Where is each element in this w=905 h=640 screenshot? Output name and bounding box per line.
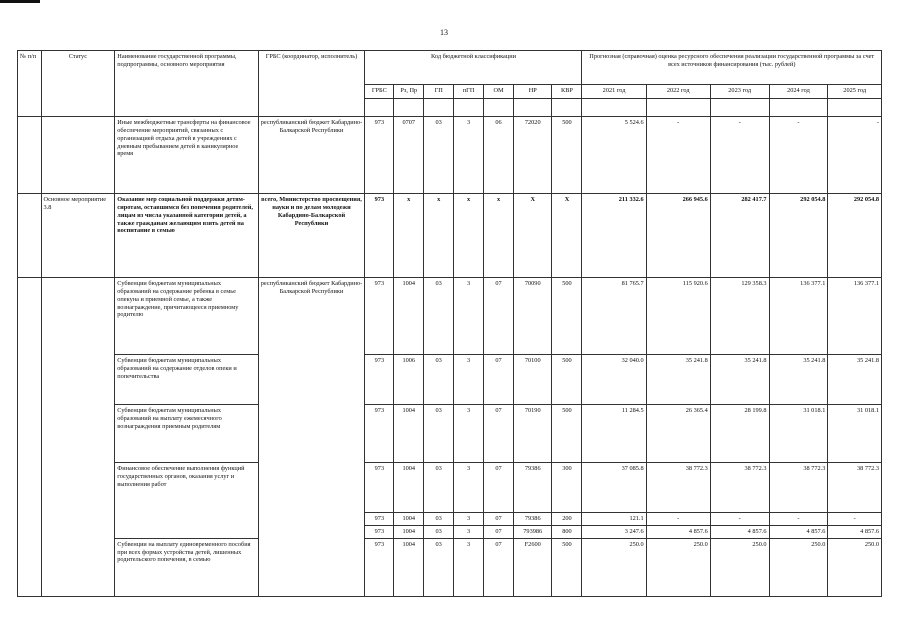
code-cell: 07 <box>484 405 514 463</box>
code-cell: 973 <box>365 405 394 463</box>
code-cell: 1004 <box>394 463 424 513</box>
row-grbs: республиканский бюджет Кабардино-Балкарской Республики <box>258 278 365 597</box>
row-name: Субвенции бюджетам муниципальных образований на содержание отделов опеки и попечительства <box>115 355 258 405</box>
value-cell: 136 377.1 <box>828 278 882 355</box>
value-cell: 37 085.8 <box>582 463 646 513</box>
value-cell: 292 054.8 <box>828 194 882 278</box>
value-cell: - <box>828 117 882 194</box>
header-year: 2023 год <box>710 85 769 99</box>
value-cell: 250.0 <box>828 538 882 596</box>
code-cell: 3 <box>454 538 484 596</box>
value-cell: 129 358.3 <box>710 278 769 355</box>
code-cell: х <box>484 194 514 278</box>
code-cell: 07 <box>484 278 514 355</box>
code-cell: х <box>454 194 484 278</box>
code-cell: 3 <box>454 405 484 463</box>
value-cell: 250.0 <box>646 538 710 596</box>
header-year: 2024 год <box>769 85 828 99</box>
code-cell: 973 <box>365 278 394 355</box>
code-cell: 03 <box>424 525 454 538</box>
table-row <box>18 117 882 194</box>
value-cell: 266 945.6 <box>646 194 710 278</box>
row-name: Субвенции бюджетам муниципальных образований на содержание ребенка в семье опекуна и приемной семье, а также вознаграждение, причитающееся приемному родителю <box>115 278 258 355</box>
code-cell: 3 <box>454 463 484 513</box>
code-cell: 973 <box>365 194 394 278</box>
code-cell: 3 <box>454 355 484 405</box>
code-cell: 03 <box>424 463 454 513</box>
value-cell: 38 772.3 <box>710 463 769 513</box>
code-cell: х <box>394 194 424 278</box>
value-cell: 4 857.6 <box>828 525 882 538</box>
code-cell: 3 <box>454 525 484 538</box>
table-row <box>18 463 882 513</box>
row-status: Основное мероприятие 3.8 <box>41 194 115 278</box>
value-cell: - <box>769 513 828 526</box>
header-code: ГРБС <box>365 85 394 99</box>
value-cell: - <box>710 513 769 526</box>
code-cell: 07 <box>484 355 514 405</box>
code-cell: 500 <box>552 117 582 194</box>
value-cell: 282 417.7 <box>710 194 769 278</box>
code-cell: 973 <box>365 525 394 538</box>
value-cell: - <box>646 513 710 526</box>
code-cell: х <box>424 194 454 278</box>
code-cell: 07 <box>484 513 514 526</box>
value-cell: 35 241.8 <box>828 355 882 405</box>
code-cell: 70100 <box>513 355 551 405</box>
value-cell: - <box>769 117 828 194</box>
code-cell: 793986 <box>513 525 551 538</box>
header-code: пГП <box>454 85 484 99</box>
code-cell: 1004 <box>394 525 424 538</box>
header-code: КВР <box>552 85 582 99</box>
table-row <box>18 405 882 463</box>
code-cell: 973 <box>365 355 394 405</box>
row-name: Оказание мер социальной поддержки детям- сиротам, оставшимся без попечения родителей, лицам из числа указанной категории детей, а также гражданам желающим взять детей на воспитание в семью <box>115 194 258 278</box>
value-cell: 4 857.6 <box>769 525 828 538</box>
code-cell: 500 <box>552 278 582 355</box>
header-grbs: ГРБС (координатор, исполнитель) <box>258 51 365 117</box>
budget-table <box>17 50 882 597</box>
code-cell: 500 <box>552 538 582 596</box>
code-cell: 200 <box>552 513 582 526</box>
scan-mark <box>0 0 40 3</box>
header-code: НР <box>513 85 551 99</box>
table-row <box>18 194 882 278</box>
row-grbs: республиканский бюджет Кабардино-Балкарской Республики <box>258 117 365 194</box>
code-cell: 1004 <box>394 278 424 355</box>
header-code: ОМ <box>484 85 514 99</box>
header-budget-code: Код бюджетной классификации <box>365 51 582 85</box>
code-cell: 07 <box>484 463 514 513</box>
code-cell: 3 <box>454 117 484 194</box>
row-num <box>18 194 42 278</box>
code-cell: 06 <box>484 117 514 194</box>
code-cell: 1004 <box>394 538 424 596</box>
code-cell: 300 <box>552 463 582 513</box>
value-cell: 3 247.6 <box>582 525 646 538</box>
header-year: 2021 год <box>582 85 646 99</box>
code-cell: F2600 <box>513 538 551 596</box>
code-cell: 500 <box>552 405 582 463</box>
value-cell: 26 365.4 <box>646 405 710 463</box>
header-status: Статус <box>41 51 115 117</box>
value-cell: 211 332.6 <box>582 194 646 278</box>
value-cell: 31 018.1 <box>828 405 882 463</box>
code-cell: 03 <box>424 538 454 596</box>
value-cell: 250.0 <box>769 538 828 596</box>
table-row <box>18 538 882 596</box>
code-cell: 72020 <box>513 117 551 194</box>
value-cell: 32 040.0 <box>582 355 646 405</box>
code-cell: 973 <box>365 463 394 513</box>
value-cell: 250.0 <box>710 538 769 596</box>
code-cell: Х <box>552 194 582 278</box>
value-cell: 5 524.6 <box>582 117 646 194</box>
code-cell: 03 <box>424 278 454 355</box>
code-cell: 3 <box>454 513 484 526</box>
row-name: Иные межбюджетные трансферты на финансовое обеспечение мероприятий, связанных с организацией отдыха детей в учреждениях с дневным пребыванием детей в каникулярное время <box>115 117 258 194</box>
value-cell: 35 241.8 <box>646 355 710 405</box>
header-name: Наименование государственной программы, подпрограммы, основного мероприятия <box>115 51 258 117</box>
header-year: 2025 год <box>828 85 882 99</box>
value-cell: 28 199.8 <box>710 405 769 463</box>
code-cell: 70090 <box>513 278 551 355</box>
code-cell: 1004 <box>394 513 424 526</box>
value-cell: 35 241.8 <box>769 355 828 405</box>
code-cell: 70190 <box>513 405 551 463</box>
code-cell: 79386 <box>513 463 551 513</box>
header-code: Рз, Пр <box>394 85 424 99</box>
value-cell: 292 054.8 <box>769 194 828 278</box>
code-cell: 03 <box>424 355 454 405</box>
code-cell: 500 <box>552 355 582 405</box>
value-cell: 250.0 <box>582 538 646 596</box>
code-cell: 03 <box>424 405 454 463</box>
value-cell: 4 857.6 <box>646 525 710 538</box>
header-code: ГП <box>424 85 454 99</box>
value-cell: 115 920.6 <box>646 278 710 355</box>
code-cell: 1006 <box>394 355 424 405</box>
code-cell: 800 <box>552 525 582 538</box>
code-cell: 973 <box>365 513 394 526</box>
value-cell: 81 765.7 <box>582 278 646 355</box>
code-cell: 973 <box>365 538 394 596</box>
code-cell: 03 <box>424 513 454 526</box>
page-number: 13 <box>440 28 448 37</box>
code-cell: Х <box>513 194 551 278</box>
code-cell: 79386 <box>513 513 551 526</box>
header-year: 2022 год <box>646 85 710 99</box>
code-cell: 07 <box>484 538 514 596</box>
value-cell: 35 241.8 <box>710 355 769 405</box>
value-cell: - <box>646 117 710 194</box>
value-cell: 136 377.1 <box>769 278 828 355</box>
header-num: № п/п <box>18 51 42 117</box>
table-row <box>18 278 882 355</box>
value-cell: 38 772.3 <box>646 463 710 513</box>
value-cell: 38 772.3 <box>828 463 882 513</box>
value-cell: 11 284.5 <box>582 405 646 463</box>
code-cell: 1004 <box>394 405 424 463</box>
code-cell: 973 <box>365 117 394 194</box>
row-name: Субвенции бюджетам муниципальных образований на выплату ежемесячного вознаграждения приемным родителям <box>115 405 258 463</box>
row-name: Субвенции на выплату единовременного пособия при всех формах устройства детей, лишенных родительского попечения, в семью <box>115 538 258 596</box>
value-cell: - <box>828 513 882 526</box>
row-grbs: всего, Министерство просвещения, науки и по делам молодежи Кабардино-Балкарской Республики <box>258 194 365 278</box>
value-cell: 38 772.3 <box>769 463 828 513</box>
table-row <box>18 355 882 405</box>
value-cell: 121.1 <box>582 513 646 526</box>
value-cell: 4 857.6 <box>710 525 769 538</box>
code-cell: 3 <box>454 278 484 355</box>
value-cell: 31 018.1 <box>769 405 828 463</box>
code-cell: 0707 <box>394 117 424 194</box>
code-cell: 07 <box>484 525 514 538</box>
row-name: Финансовое обеспечение выполнения функций государственных органов, оказания услуг и выполнения работ <box>115 463 258 539</box>
code-cell: 03 <box>424 117 454 194</box>
header-forecast: Прогнозная (справочная) оценка ресурсного обеспечения реализации государственной программы за счет всех источников финансирования (тыс. рублей) <box>582 51 882 85</box>
value-cell: - <box>710 117 769 194</box>
